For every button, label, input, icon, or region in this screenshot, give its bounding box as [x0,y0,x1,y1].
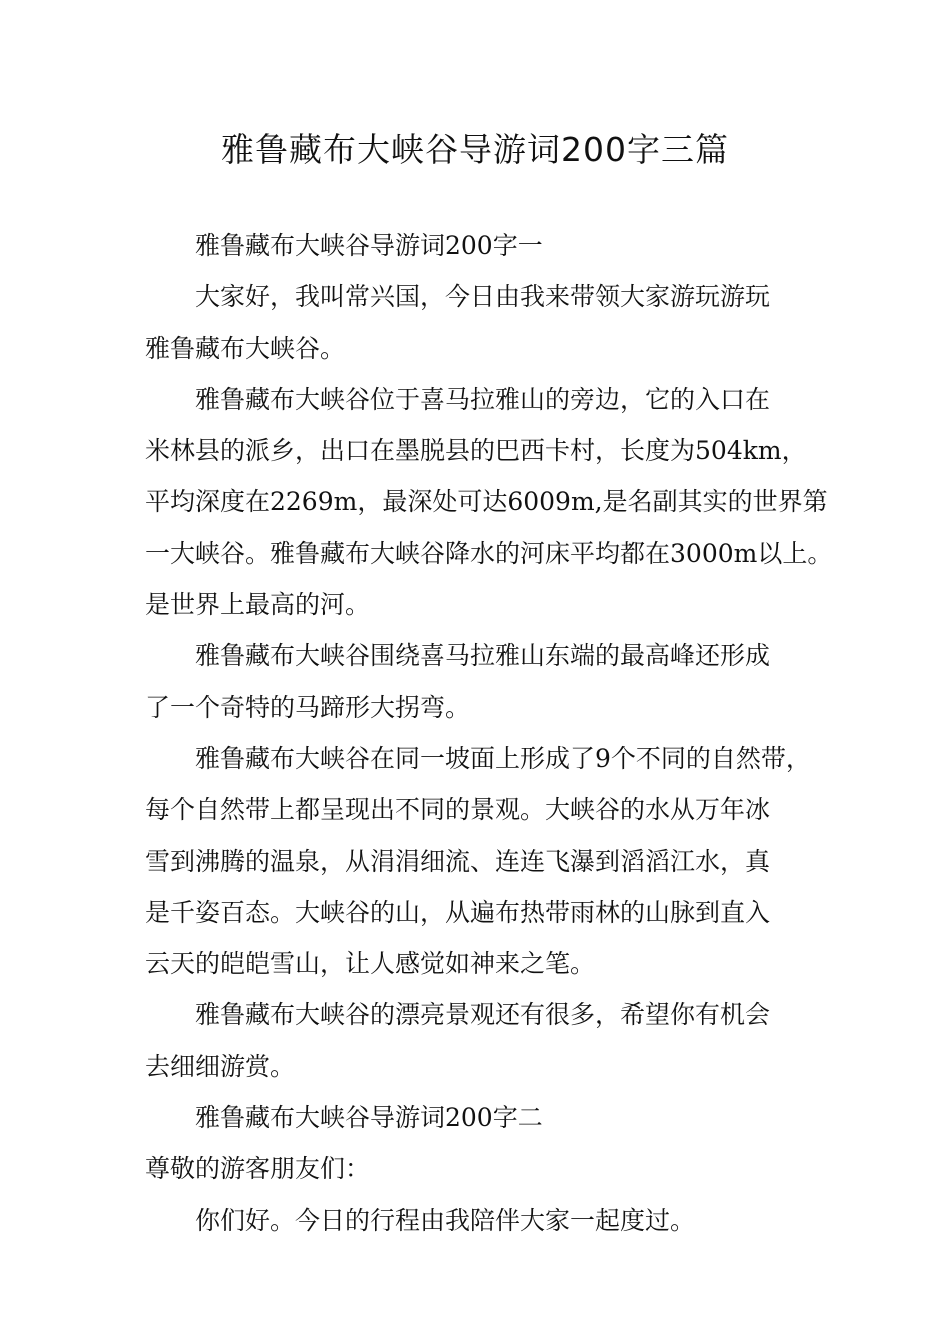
text-line: 雅鲁藏布大峡谷的漂亮景观还有很多，希望你有机会 [195,1000,771,1030]
text-line: 雅鲁藏布大峡谷导游词200字一 [195,231,543,260]
text-line: 去细细游赏。 [145,1051,296,1081]
text-line: 米林县的派乡，出口在墨脱县的巴西卡村，长度为504km， [145,436,807,466]
text-line: 你们好。今日的行程由我陪伴大家一起度过。 [195,1205,696,1235]
text-line: 了一个奇特的马蹄形大拐弯。 [145,692,471,722]
document-title: 雅鲁藏布大峡谷导游词200字三篇 [221,130,729,169]
text-line: 一大峡谷。雅鲁藏布大峡谷降水的河床平均都在3000m以上。 [145,538,833,568]
text-line: 雅鲁藏布大峡谷围绕喜马拉雅山东端的最高峰还形成 [195,641,771,671]
document-body [145,220,833,1246]
text-line: 平均深度在2269m，最深处可达6009m,是名副其实的世界第 [145,487,828,517]
text-line: 每个自然带上都呈现出不同的景观。大峡谷的水从万年冰 [145,795,771,825]
text-line: 雅鲁藏布大峡谷导游词200字二 [195,1103,543,1133]
text-line: 雅鲁藏布大峡谷在同一坡面上形成了9个不同的自然带， [195,743,811,773]
text-line: 雪到沸腾的温泉，从涓涓细流、连连飞瀑到滔滔江水，真 [145,846,771,876]
text-line: 雅鲁藏布大峡谷。 [145,333,346,363]
text-line: 大家好，我叫常兴国，今日由我来带领大家游玩游玩 [195,282,771,312]
text-line: 是世界上最高的河。 [145,590,371,620]
text-line: 雅鲁藏布大峡谷位于喜马拉雅山的旁边，它的入口在 [195,384,771,414]
text-line: 云天的皑皑雪山，让人感觉如神来之笔。 [145,949,596,979]
text-line: 是千姿百态。大峡谷的山，从遍布热带雨林的山脉到直入 [145,897,771,927]
text-line: 尊敬的游客朋友们： [145,1154,371,1184]
